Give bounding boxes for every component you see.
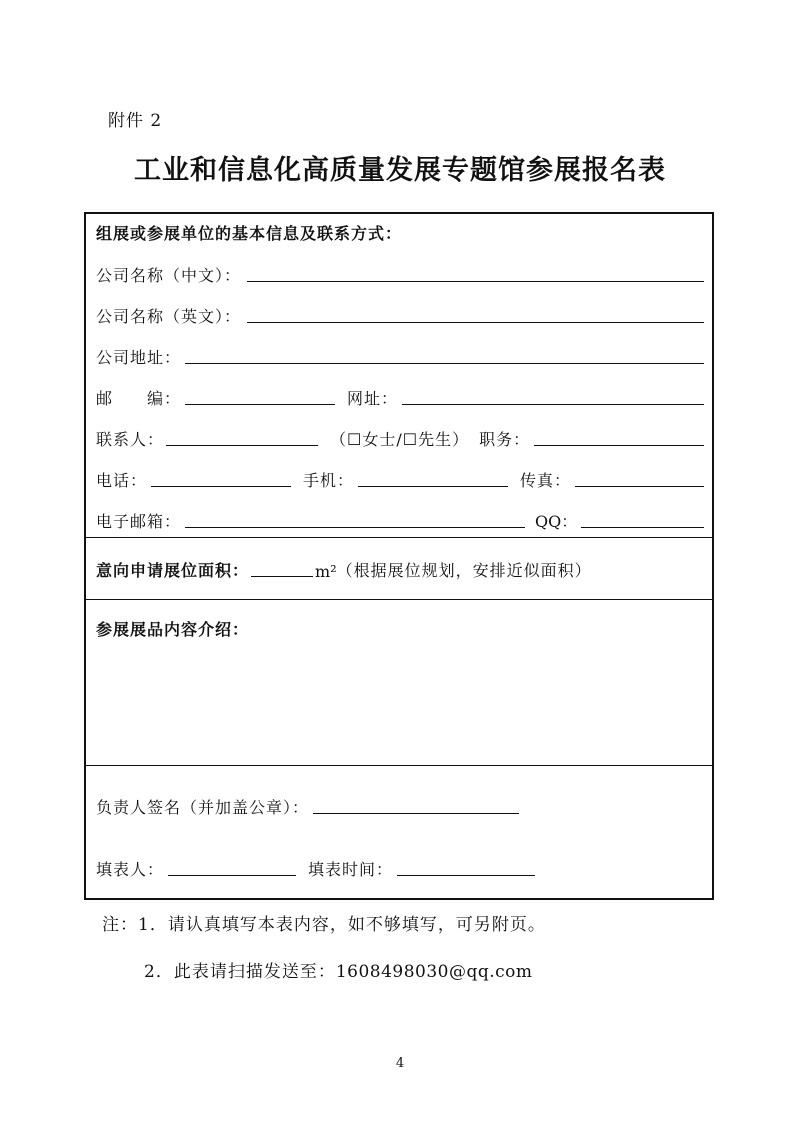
phone-row xyxy=(96,467,704,491)
basic-info-section xyxy=(86,214,712,537)
phone-label: 电话： xyxy=(96,471,148,490)
postcode-label: 邮 编： xyxy=(96,389,182,408)
booth-area-row xyxy=(96,557,704,581)
booth-area-label: 意向申请展位面积： xyxy=(96,561,250,580)
exhibits-section[interactable] xyxy=(86,599,712,766)
postcode-field[interactable] xyxy=(185,404,335,405)
booth-area-section xyxy=(86,537,712,600)
phone-field[interactable] xyxy=(151,486,291,487)
mobile-field[interactable] xyxy=(358,486,508,487)
registration-form xyxy=(84,212,714,900)
signature-label: 负责人签名（并加盖公章）： xyxy=(96,798,310,817)
note-prefix: 注： xyxy=(102,915,138,935)
address-row xyxy=(96,344,704,368)
position-label: 职务： xyxy=(479,430,531,449)
exhibits-heading: 参展展品内容介绍： xyxy=(96,620,250,639)
signature-field[interactable] xyxy=(313,813,519,814)
note-2 xyxy=(144,957,533,982)
contact-label: 联系人： xyxy=(96,430,165,449)
page-title: 工业和信息化高质量发展专题馆参展报名表 xyxy=(134,155,666,186)
fill-time-label: 填表时间： xyxy=(308,860,394,879)
website-field[interactable] xyxy=(402,404,704,405)
website-label: 网址： xyxy=(347,389,399,408)
filled-by-row xyxy=(96,856,704,880)
booth-area-unit: m² xyxy=(315,562,337,581)
email-field[interactable] xyxy=(185,527,525,528)
position-field[interactable] xyxy=(534,445,704,446)
contact-field[interactable] xyxy=(166,445,318,446)
fax-field[interactable] xyxy=(575,486,704,487)
note-1-text: 1．请认真填写本表内容，如不够填写，可另附页。 xyxy=(138,915,546,935)
address-label: 公司地址： xyxy=(96,348,182,367)
booth-area-field[interactable] xyxy=(251,576,313,577)
note-1 xyxy=(102,910,546,935)
qq-field[interactable] xyxy=(581,527,704,528)
company-name-en-field[interactable] xyxy=(247,322,704,323)
company-name-cn-label: 公司名称（中文）： xyxy=(96,266,242,285)
gender-options[interactable]: （☐女士/☐先生） xyxy=(330,430,470,449)
postcode-website-row xyxy=(96,385,704,409)
qq-label: QQ： xyxy=(535,512,578,531)
signature-row xyxy=(96,794,704,818)
signature-section xyxy=(86,765,712,901)
company-name-cn-row xyxy=(96,262,704,286)
contact-row xyxy=(96,426,704,450)
attachment-label: 附件 2 xyxy=(108,111,163,131)
fill-time-field[interactable] xyxy=(397,875,535,876)
company-name-cn-field[interactable] xyxy=(247,281,704,282)
page-number: 4 xyxy=(395,1056,405,1071)
booth-area-note: （根据展位规划，安排近似面积） xyxy=(336,561,592,580)
company-name-en-row xyxy=(96,303,704,327)
note-2-text: 2．此表请扫描发送至： xyxy=(144,962,336,982)
company-name-en-label: 公司名称（英文）： xyxy=(96,307,242,326)
fax-label: 传真： xyxy=(520,471,572,490)
filled-by-field[interactable] xyxy=(168,875,296,876)
note-2-email: 1608498030@qq.com xyxy=(335,962,533,982)
email-row xyxy=(96,508,704,532)
mobile-label: 手机： xyxy=(303,471,355,490)
address-field[interactable] xyxy=(185,363,704,364)
basic-info-heading: 组展或参展单位的基本信息及联系方式： xyxy=(96,224,403,243)
email-label: 电子邮箱： xyxy=(96,512,182,531)
filled-by-label: 填表人： xyxy=(96,860,165,879)
